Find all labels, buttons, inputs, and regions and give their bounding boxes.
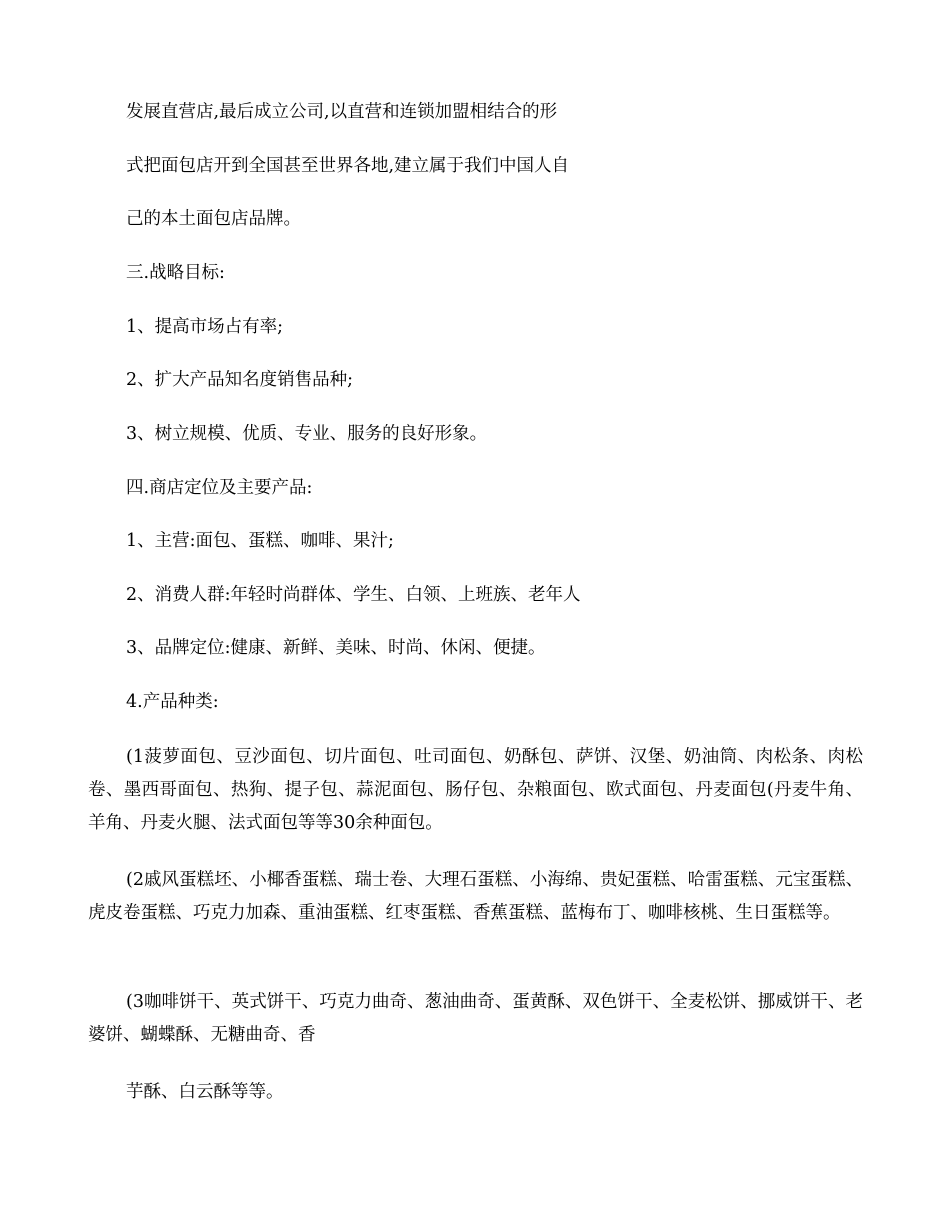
subsection-heading-products: 4.产品种类: (126, 692, 219, 712)
section-heading-positioning: 四.商店定位及主要产品: (126, 478, 313, 498)
list-item: 2、扩大产品知名度销售品种; (126, 370, 354, 390)
list-item: 2、消费人群:年轻时尚群体、学生、白领、上班族、老年人 (126, 585, 581, 605)
list-item: 3、树立规模、优质、专业、服务的良好形象。 (126, 424, 488, 444)
section-heading-strategy: 三.战略目标: (126, 263, 225, 283)
text-line: 己的本土面包店品牌。 (126, 209, 301, 229)
list-item: 3、品牌定位:健康、新鲜、美味、时尚、休闲、便捷。 (126, 638, 546, 658)
paragraph-biscuit: (3咖啡饼干、英式饼干、巧克力曲奇、葱油曲奇、蛋黄酥、双色饼干、全麦松饼、挪威饼干、老婆饼、蝴蝶酥、无糖曲奇、香 (88, 992, 863, 1045)
list-item: 1、提高市场占有率; (126, 317, 284, 337)
list-item: 1、主营:面包、蛋糕、咖啡、果汁; (126, 531, 394, 551)
text-line: 式把面包店开到全国甚至世界各地,建立属于我们中国人自 (126, 156, 570, 176)
text-line: 芋酥、白云酥等等。 (126, 1082, 284, 1102)
text-line: 发展直营店,最后成立公司,以直营和连锁加盟相结合的形 (126, 102, 558, 122)
paragraph-bread: (1菠萝面包、豆沙面包、切片面包、吐司面包、奶酥包、萨饼、汉堡、奶油筒、肉松条、肉松卷、墨西哥面包、热狗、提子包、蒜泥面包、肠仔包、杂粮面包、欧式面包、丹麦面包(丹麦牛角、羊角、丹麦火腿、法式面包等等30余种面包。 (88, 747, 863, 833)
paragraph-cake: (2戚风蛋糕坯、小椰香蛋糕、瑞士卷、大理石蛋糕、小海绵、贵妃蛋糕、哈雷蛋糕、元宝蛋糕、虎皮卷蛋糕、巧克力加森、重油蛋糕、红枣蛋糕、香蕉蛋糕、蓝梅布丁、咖啡核桃、生日蛋糕等。 (88, 870, 863, 923)
